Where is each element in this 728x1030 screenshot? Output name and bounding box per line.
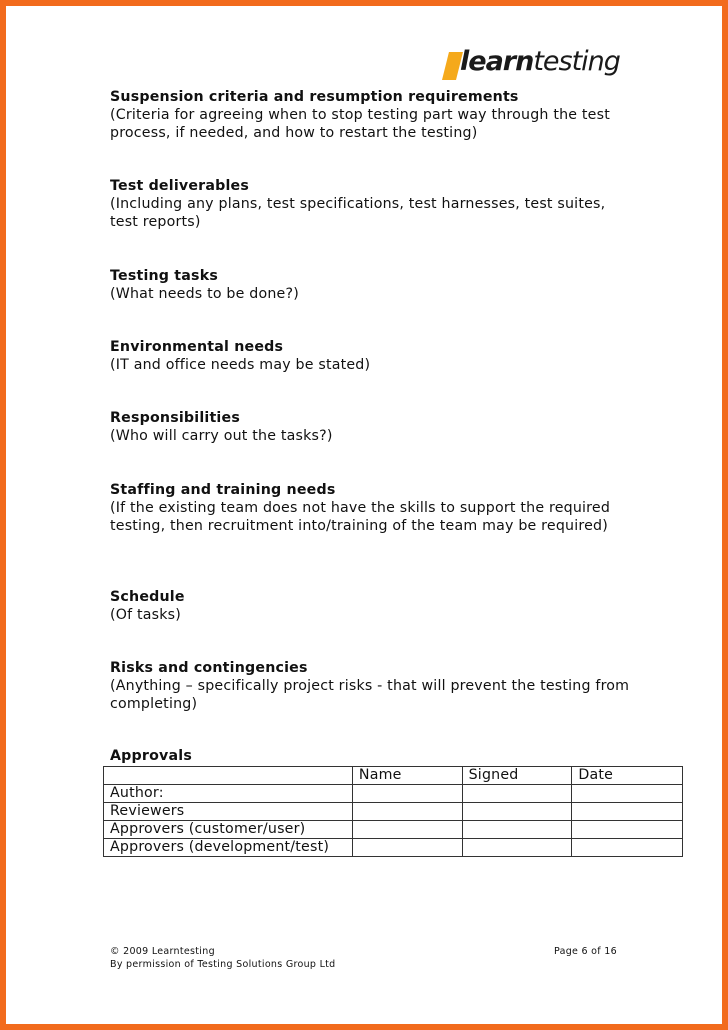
header-cell-signed: Signed [462,767,572,785]
section-description: (Criteria for agreeing when to stop testing part way through the test process, if needed, and how to restart the testing) [110,107,610,141]
footer-permission: By permission of Testing Solutions Group Ltd [110,958,336,970]
header-cell-date: Date [572,767,683,785]
signed-cell[interactable] [462,839,572,857]
logo-text-bold: learn [460,46,534,77]
role-cell: Author: [104,785,353,803]
role-cell: Reviewers [104,803,353,821]
header-cell-name: Name [352,767,462,785]
date-cell[interactable] [572,821,683,839]
logo-text-light: testing [533,46,620,77]
section-title: Environmental needs [110,339,284,355]
approvals-title: Approvals [110,748,192,764]
learntesting-logo [442,46,620,82]
date-cell[interactable] [572,803,683,821]
logo-wordmark [460,46,620,77]
approvals-table [103,766,683,857]
table-row [104,821,683,839]
name-cell[interactable] [352,839,462,857]
section-risks-contingencies [110,659,630,713]
section-title: Risks and contingencies [110,660,308,676]
table-header-row [104,767,683,785]
footer-copyright: © 2009 Learntesting [110,946,215,957]
signed-cell[interactable] [462,785,572,803]
table-row [104,839,683,857]
section-title: Test deliverables [110,178,250,194]
section-description: (Who will carry out the tasks?) [110,428,333,444]
section-staffing-training [110,481,630,535]
section-testing-tasks [110,267,630,303]
section-test-deliverables [110,177,630,231]
section-description: (Of tasks) [110,607,181,623]
table-row [104,785,683,803]
date-cell[interactable] [572,785,683,803]
section-description: (IT and office needs may be stated) [110,357,371,373]
section-environmental-needs [110,338,630,374]
section-description: (If the existing team does not have the skills to support the required testing, then recruitment into/training of the team may be required) [110,500,611,534]
header-cell-role [104,767,353,785]
role-cell: Approvers (customer/user) [104,821,353,839]
footer-page-number: Page 6 of 16 [554,946,617,957]
section-description: (What needs to be done?) [110,286,299,302]
footer-left [110,946,336,971]
section-description: (Including any plans, test specifications, test harnesses, test suites, test reports) [110,196,606,230]
date-cell[interactable] [572,839,683,857]
role-cell: Approvers (development/test) [104,839,353,857]
section-title: Responsibilities [110,410,240,426]
section-title: Suspension criteria and resumption requirements [110,89,519,105]
section-description: (Anything – specifically project risks - that will prevent the testing from completing) [110,678,630,712]
name-cell[interactable] [352,803,462,821]
section-responsibilities [110,409,630,445]
section-title: Staffing and training needs [110,482,336,498]
section-title: Testing tasks [110,268,218,284]
signed-cell[interactable] [462,821,572,839]
section-schedule [110,588,630,624]
section-suspension-criteria [110,88,630,142]
table-row [104,803,683,821]
signed-cell[interactable] [462,803,572,821]
section-title: Schedule [110,589,185,605]
name-cell[interactable] [352,821,462,839]
name-cell[interactable] [352,785,462,803]
